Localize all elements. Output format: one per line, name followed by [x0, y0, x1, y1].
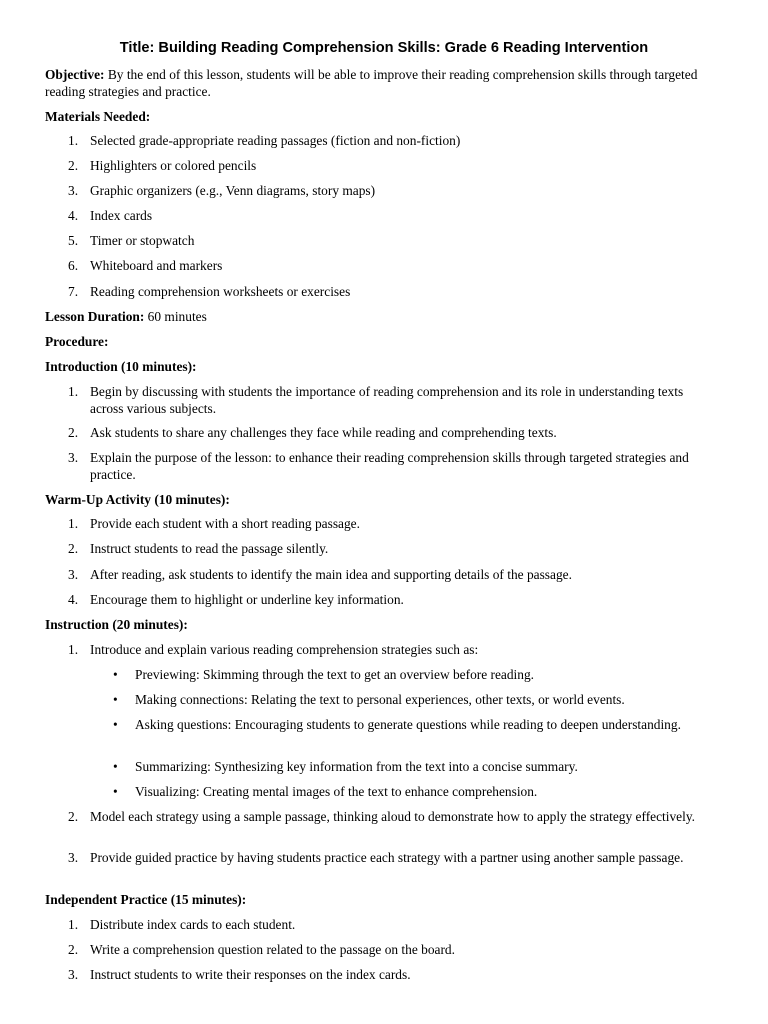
list-item-text: Instruct students to read the passage silently.: [90, 541, 329, 556]
list-item-text: Write a comprehension question related to the passage on the board.: [90, 942, 455, 957]
procedure-label: Procedure:: [45, 334, 109, 349]
list-number: 1.: [68, 133, 79, 148]
list-number: 1.: [68, 642, 79, 657]
list-number: 6.: [68, 258, 79, 273]
objective-label: Objective:: [45, 67, 105, 82]
list-number: 5.: [68, 233, 79, 248]
duration-label: Lesson Duration:: [45, 309, 145, 324]
list-number: 4.: [68, 208, 79, 223]
list-item-text: Index cards: [90, 208, 153, 223]
bullet-item-text: Making connections: Relating the text to personal experiences, other texts, or world events.: [135, 692, 625, 707]
list-number: 1.: [68, 516, 79, 531]
introduction-heading: [45, 359, 725, 376]
list-item-text: Graphic organizers (e.g., Venn diagrams, story maps): [90, 183, 376, 198]
objective-text: By the end of this lesson, students will be able to improve their reading comprehension skills through targeted reading strategies and practice.: [45, 67, 698, 99]
materials-heading: [45, 109, 725, 126]
bullet-icon: •: [113, 692, 118, 707]
list-item-text: Reading comprehension worksheets or exercises: [90, 284, 351, 299]
list-item-text: Provide each student with a short reading passage.: [90, 516, 360, 531]
list-item-text: Provide guided practice by having students practice each strategy with a partner using another sample passage.: [90, 850, 684, 865]
list-item-text: Highlighters or colored pencils: [90, 158, 257, 173]
warmup-heading: [45, 492, 725, 509]
list-number: 1.: [68, 917, 79, 932]
list-item-text: After reading, ask students to identify the main idea and supporting details of the passage.: [90, 567, 572, 582]
list-number: 3.: [68, 967, 79, 982]
procedure-heading: [45, 334, 725, 351]
list-item-text: Begin by discussing with students the importance of reading comprehension and its role in understanding texts across various subjects.: [90, 384, 684, 416]
list-number: 3.: [68, 183, 79, 198]
instruction-heading: [45, 617, 725, 634]
independent-label: Independent Practice (15 minutes):: [45, 892, 247, 907]
materials-label: Materials Needed:: [45, 109, 151, 124]
warmup-label: Warm-Up Activity (10 minutes):: [45, 492, 230, 507]
duration-line: [45, 309, 725, 326]
objective-paragraph: [45, 67, 725, 100]
bullet-item-text: Visualizing: Creating mental images of the text to enhance comprehension.: [135, 784, 538, 799]
list-number: 1.: [68, 384, 79, 399]
list-number: 2.: [68, 942, 79, 957]
bullet-icon: •: [113, 667, 118, 682]
list-number: 2.: [68, 158, 79, 173]
document-title: [0, 39, 768, 57]
introduction-label: Introduction (10 minutes):: [45, 359, 197, 374]
list-number: 3.: [68, 567, 79, 582]
bullet-item-text: Previewing: Skimming through the text to get an overview before reading.: [135, 667, 535, 682]
duration-text: 60 minutes: [144, 309, 207, 324]
list-item-text: Whiteboard and markers: [90, 258, 223, 273]
list-item-text: Distribute index cards to each student.: [90, 917, 296, 932]
list-item-text: Model each strategy using a sample passage, thinking aloud to demonstrate how to apply the strategy effectively.: [90, 809, 696, 824]
list-number: 7.: [68, 284, 79, 299]
bullet-icon: •: [113, 717, 118, 732]
list-number: 3.: [68, 850, 79, 865]
list-item-text: Timer or stopwatch: [90, 233, 195, 248]
list-number: 4.: [68, 592, 79, 607]
list-number: 2.: [68, 809, 79, 824]
list-item-text: Encourage them to highlight or underline key information.: [90, 592, 404, 607]
list-item-text: Explain the purpose of the lesson: to enhance their reading comprehension skills through targeted strategies and practice.: [90, 450, 689, 482]
bullet-icon: •: [113, 759, 118, 774]
bullet-item-text: Asking questions: Encouraging students to generate questions while reading to deepen understanding.: [135, 717, 681, 732]
list-number: 2.: [68, 425, 79, 440]
bullet-item-text: Summarizing: Synthesizing key information from the text into a concise summary.: [135, 759, 578, 774]
list-number: 3.: [68, 450, 79, 465]
bullet-icon: •: [113, 784, 118, 799]
list-item-text: Selected grade-appropriate reading passages (fiction and non-fiction): [90, 133, 461, 148]
independent-heading: [45, 892, 725, 909]
list-item-text: Introduce and explain various reading comprehension strategies such as:: [90, 642, 479, 657]
list-item-text: Instruct students to write their responses on the index cards.: [90, 967, 411, 982]
list-number: 2.: [68, 541, 79, 556]
list-item-text: Ask students to share any challenges they face while reading and comprehending texts.: [90, 425, 557, 440]
instruction-label: Instruction (20 minutes):: [45, 617, 188, 632]
document-title-text: Title: Building Reading Comprehension Skills: Grade 6 Reading Intervention: [119, 40, 649, 56]
